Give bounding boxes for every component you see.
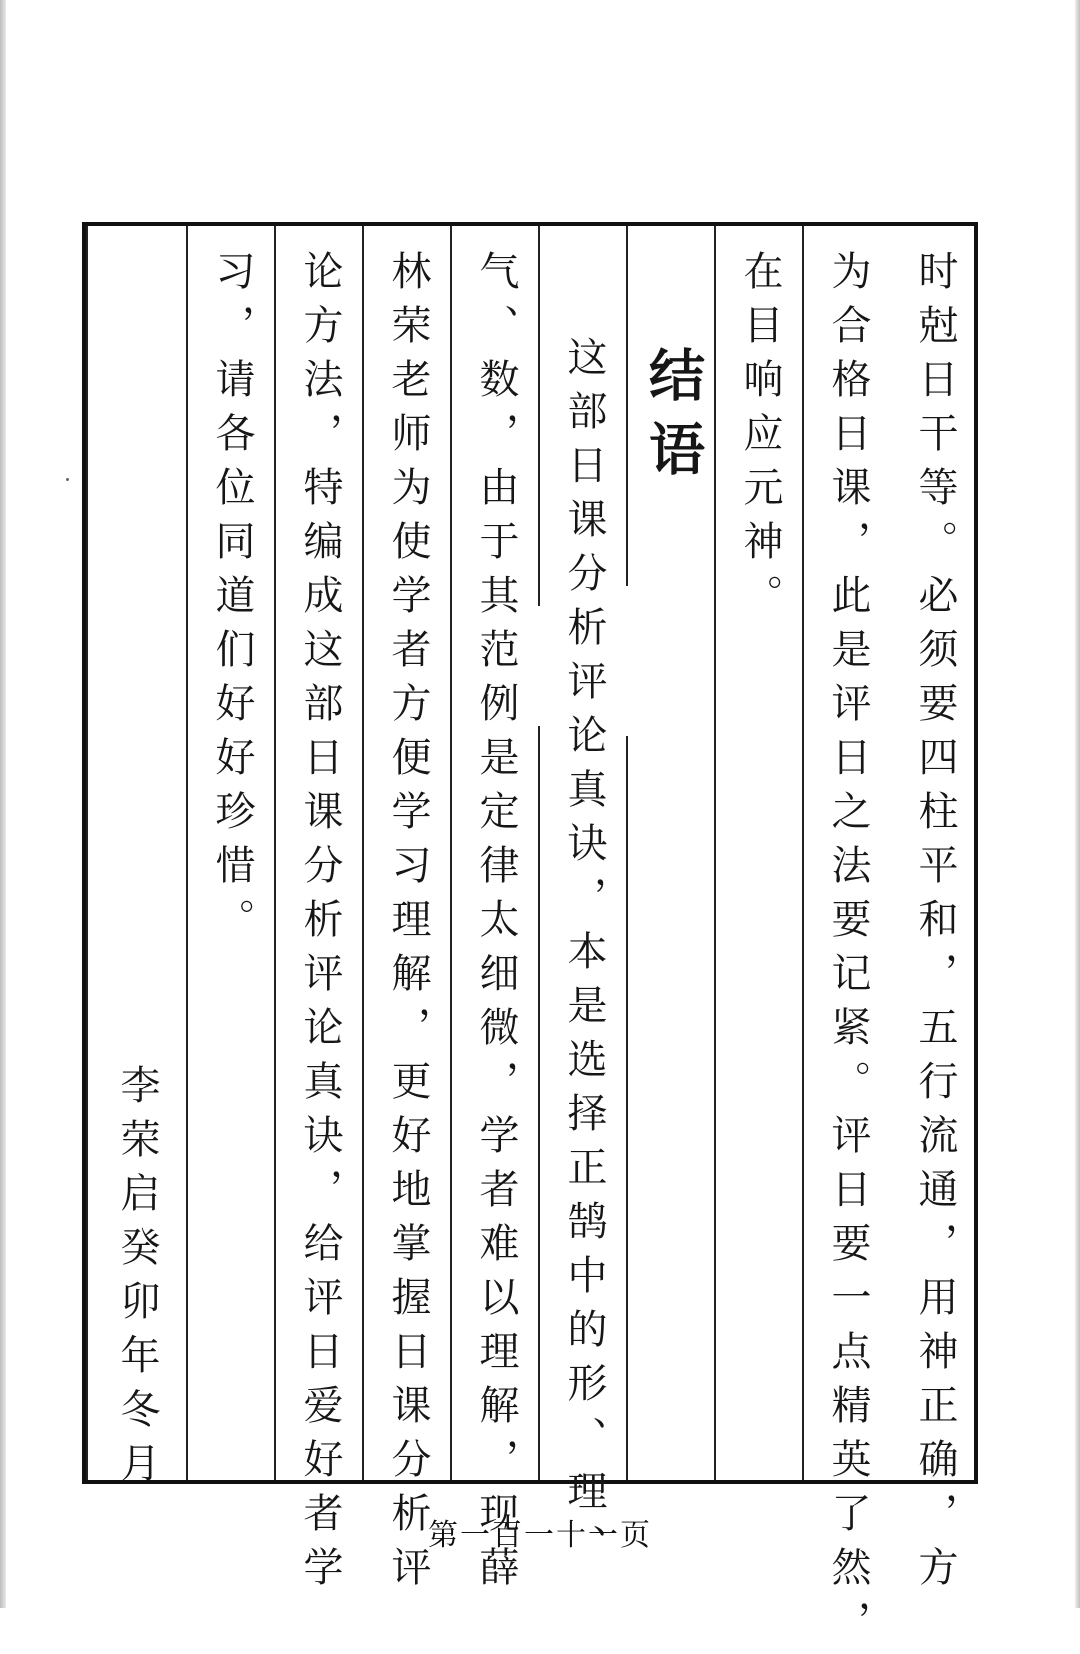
text-column-5 [538,226,628,1578]
scan-speck [66,478,69,481]
column-text: 习，请各位同道们好好珍惜。 [209,250,255,952]
section-heading: 结语 [640,346,705,494]
text-column-9 [186,226,276,1480]
signature-column [86,226,186,1496]
text-column-1 [890,226,980,1600]
heading-column [626,226,716,1480]
column-text: 为合格日课，此是评日之法要记紧。评日要一点精英了然， [825,250,871,1654]
text-column-8 [274,226,364,1600]
column-text: 这部日课分析评论真诀，本是选择正鹄中的形、理、 [561,336,607,1578]
column-text: 气、数，由于其范例是定律太细微，学者难以理解，现薛 [473,250,519,1600]
scan-edge-right [1075,0,1080,1608]
column-text: 时尅日干等。必须要四柱平和，五行流通，用神正确，方 [912,250,958,1600]
scan-edge-left [0,0,6,1608]
text-column-6 [450,226,540,1600]
text-column-7 [362,226,452,1600]
text-column-2 [802,226,892,1654]
signature-text: 李荣启癸卯年冬月 [114,1064,160,1496]
page-number: 第一百一十一页 [428,1518,652,1553]
column-text: 林荣老师为使学者方便学习理解，更好地掌握日课分析评 [385,250,431,1600]
column-text: 在目响应元神。 [737,250,783,628]
column-text: 论方法，特编成这部日课分析评论真诀，给评日爱好者学 [297,250,343,1600]
text-column-3 [714,226,804,1480]
